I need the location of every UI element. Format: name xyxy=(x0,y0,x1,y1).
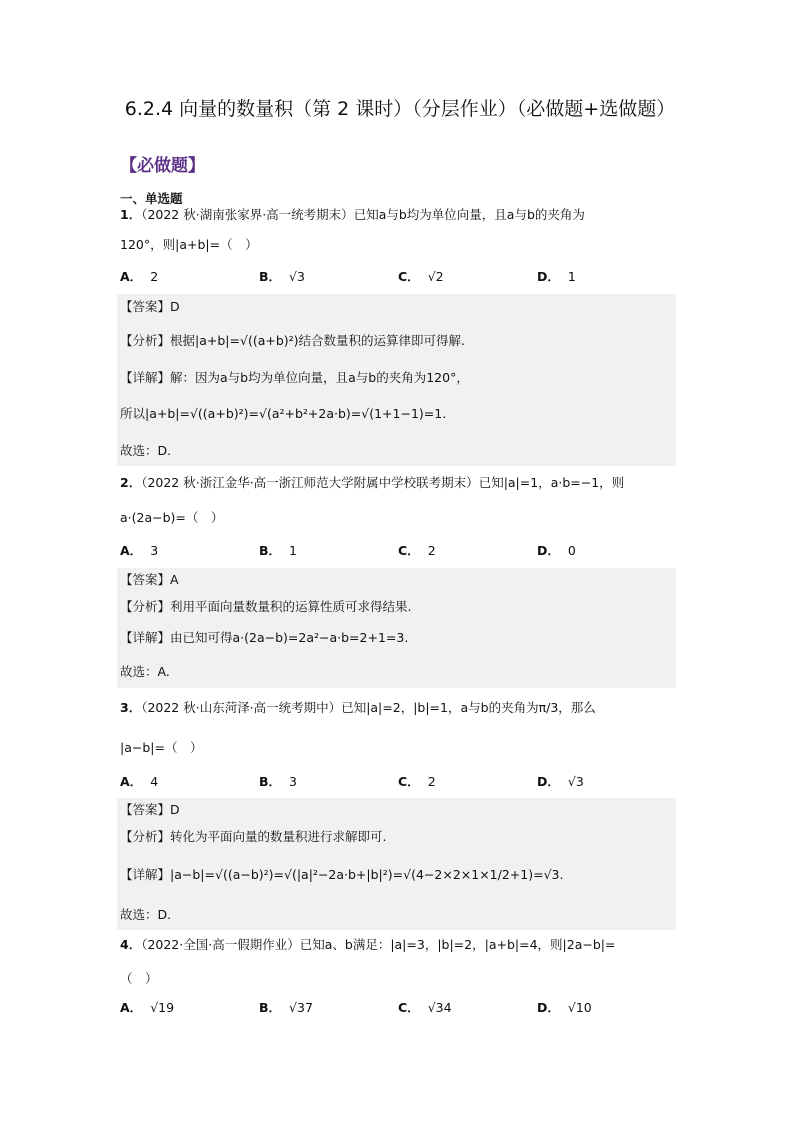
question-text: 已知|a|=2，|b|=1，a与b的夹角为π/3，那么 xyxy=(341,700,596,715)
option-a: A． √19 xyxy=(120,1000,175,1015)
option-a: A． 2 xyxy=(120,269,159,284)
option-c: C． √34 xyxy=(398,1000,452,1015)
question-1-line-2: 120°，则|a+b|=（ ） xyxy=(120,237,258,252)
question-3-line-1 xyxy=(120,699,596,717)
question-4-line-1 xyxy=(120,936,615,954)
question-3-options xyxy=(120,773,680,791)
option-b: B． 1 xyxy=(259,543,297,558)
question-number: 1． xyxy=(120,207,142,222)
question-2-options xyxy=(120,542,680,560)
question-text: 已知a与b均为单位向量，且a与b的夹角为 xyxy=(353,207,585,222)
option-c: C． 2 xyxy=(398,774,436,789)
detail-3: 【详解】|a−b|=√((a−b)²)=√(|a|²−2a·b+|b|²)=√(4−2×2×1×1/2+1)=√3. xyxy=(120,867,564,882)
answer-box-2 xyxy=(117,568,676,688)
question-4-options xyxy=(120,999,680,1017)
question-source: （2022 秋·湖南张家界·高一统考期末） xyxy=(141,207,354,222)
question-source: （2022 秋·山东菏泽·高一统考期中） xyxy=(141,700,342,715)
question-1-options xyxy=(120,268,680,286)
question-number: 4． xyxy=(120,937,142,952)
answer-1: 【答案】D xyxy=(120,299,180,314)
question-source: （2022·全国·高一假期作业） xyxy=(141,937,300,952)
option-d: D． 0 xyxy=(537,543,576,558)
subsection-heading: 一、单选题 xyxy=(120,191,183,206)
answer-2: 【答案】A xyxy=(120,572,179,587)
choose-1: 故选：D. xyxy=(120,443,172,458)
analysis-1: 【分析】根据|a+b|=√((a+b)²)结合数量积的运算律即可得解. xyxy=(120,333,466,348)
analysis-2: 【分析】利用平面向量数量积的运算性质可求得结果. xyxy=(120,599,412,614)
question-number: 2． xyxy=(120,475,142,490)
question-source: （2022 秋·浙江金华·高一浙江师范大学附属中学校联考期末） xyxy=(141,475,479,490)
analysis-3: 【分析】转化为平面向量的数量积进行求解即可. xyxy=(120,829,387,844)
question-2-line-2: a·(2a−b)=（ ） xyxy=(120,510,224,525)
question-4-line-2: （ ） xyxy=(120,971,158,986)
question-2-line-1 xyxy=(120,474,624,492)
choose-3: 故选：D. xyxy=(120,907,172,922)
page-title: 6.2.4 向量的数量积（第 2 课时）（分层作业）（必做题+选做题） xyxy=(124,98,676,120)
option-a: A． 3 xyxy=(120,543,159,558)
question-text: 已知a、b满足：|a|=3，|b|=2，|a+b|=4，则|2a−b|= xyxy=(299,937,616,952)
option-d: D． 1 xyxy=(537,269,576,284)
answer-box-3 xyxy=(117,798,676,930)
section-heading: 【必做题】 xyxy=(120,156,205,176)
choose-2: 故选：A. xyxy=(120,664,170,679)
option-b: B． √3 xyxy=(259,269,305,284)
option-c: C． 2 xyxy=(398,543,436,558)
option-d: D． √10 xyxy=(537,1000,592,1015)
question-text: 已知|a|=1，a·b=−1，则 xyxy=(478,475,625,490)
answer-3: 【答案】D xyxy=(120,802,180,817)
question-3-line-2: |a−b|=（ ） xyxy=(120,740,203,755)
detail-2: 【详解】由已知可得a·(2a−b)=2a²−a·b=2+1=3. xyxy=(120,630,409,645)
question-1-line-1 xyxy=(120,206,585,224)
detail-1-line-2: 所以|a+b|=√((a+b)²)=√(a²+b²+2a·b)=√(1+1−1)=1. xyxy=(120,406,447,421)
option-a: A． 4 xyxy=(120,774,159,789)
option-b: B． 3 xyxy=(259,774,297,789)
detail-1: 【详解】解：因为a与b均为单位向量，且a与b的夹角为120°， xyxy=(120,370,469,385)
option-c: C． √2 xyxy=(398,269,444,284)
option-b: B． √37 xyxy=(259,1000,313,1015)
option-d: D． √3 xyxy=(537,774,584,789)
question-number: 3． xyxy=(120,700,142,715)
